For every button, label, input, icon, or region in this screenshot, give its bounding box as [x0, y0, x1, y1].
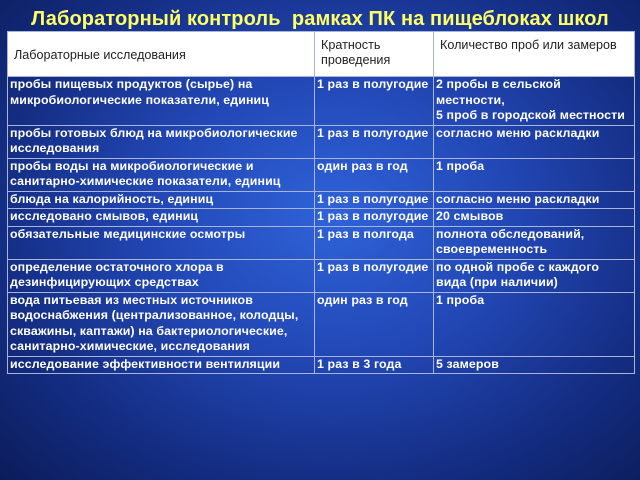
table-row: [8, 158, 635, 191]
header-frequency: Кратность проведения: [315, 32, 434, 77]
cell-samples: 5 замеров: [434, 356, 635, 374]
cell-research: обязательные медицинские осмотры: [8, 226, 315, 259]
cell-samples: по одной пробе с каждого вида (при наличии): [434, 259, 635, 292]
cell-frequency: 1 раз в полугодие: [315, 191, 434, 209]
cell-frequency: 1 раз в полгода: [315, 226, 434, 259]
cell-research: исследование эффективности вентиляции: [8, 356, 315, 374]
cell-samples: 20 смывов: [434, 209, 635, 227]
cell-samples: полнота обследований, своевременность: [434, 226, 635, 259]
cell-research: определение остаточного хлора в дезинфицирующих средствах: [8, 259, 315, 292]
header-sample-count: Количество проб или замеров: [434, 32, 635, 77]
cell-frequency: 1 раз в полугодие: [315, 77, 434, 126]
cell-frequency: 1 раз в 3 года: [315, 356, 434, 374]
cell-research: пробы воды на микробиологические и санитарно-химические показатели, единиц: [8, 158, 315, 191]
table-row: [8, 77, 635, 126]
cell-samples: 1 проба: [434, 158, 635, 191]
cell-research: вода питьевая из местных источников водоснабжения (централизованное, колодцы, скважины, каптажи) на бактериологические, санитарно-химические, исследования: [8, 292, 315, 356]
cell-samples: 1 проба: [434, 292, 635, 356]
cell-research: пробы готовых блюд на микробиологические исследования: [8, 125, 315, 158]
cell-samples: согласно меню раскладки: [434, 191, 635, 209]
cell-samples: согласно меню раскладки: [434, 125, 635, 158]
table-header-row: [8, 32, 635, 77]
table-row: [8, 125, 635, 158]
table-row: [8, 209, 635, 227]
cell-frequency: один раз в год: [315, 158, 434, 191]
cell-samples: 2 пробы в сельской местности, 5 проб в городской местности: [434, 77, 635, 126]
cell-research: пробы пищевых продуктов (сырье) на микробиологические показатели, единиц: [8, 77, 315, 126]
cell-frequency: 1 раз в полугодие: [315, 125, 434, 158]
table-row: [8, 292, 635, 356]
cell-frequency: 1 раз в полугодие: [315, 259, 434, 292]
table-row: [8, 356, 635, 374]
table-row: [8, 259, 635, 292]
table-row: [8, 191, 635, 209]
slide-title: Лабораторный контроль рамках ПК на пищеблоках школ: [31, 8, 609, 30]
cell-research: блюда на калорийность, единиц: [8, 191, 315, 209]
cell-frequency: 1 раз в полугодие: [315, 209, 434, 227]
header-lab-research: Лабораторные исследования: [8, 32, 315, 77]
cell-research: исследовано смывов, единиц: [8, 209, 315, 227]
table-row: [8, 226, 635, 259]
cell-frequency: один раз в год: [315, 292, 434, 356]
lab-control-table: [7, 31, 635, 374]
